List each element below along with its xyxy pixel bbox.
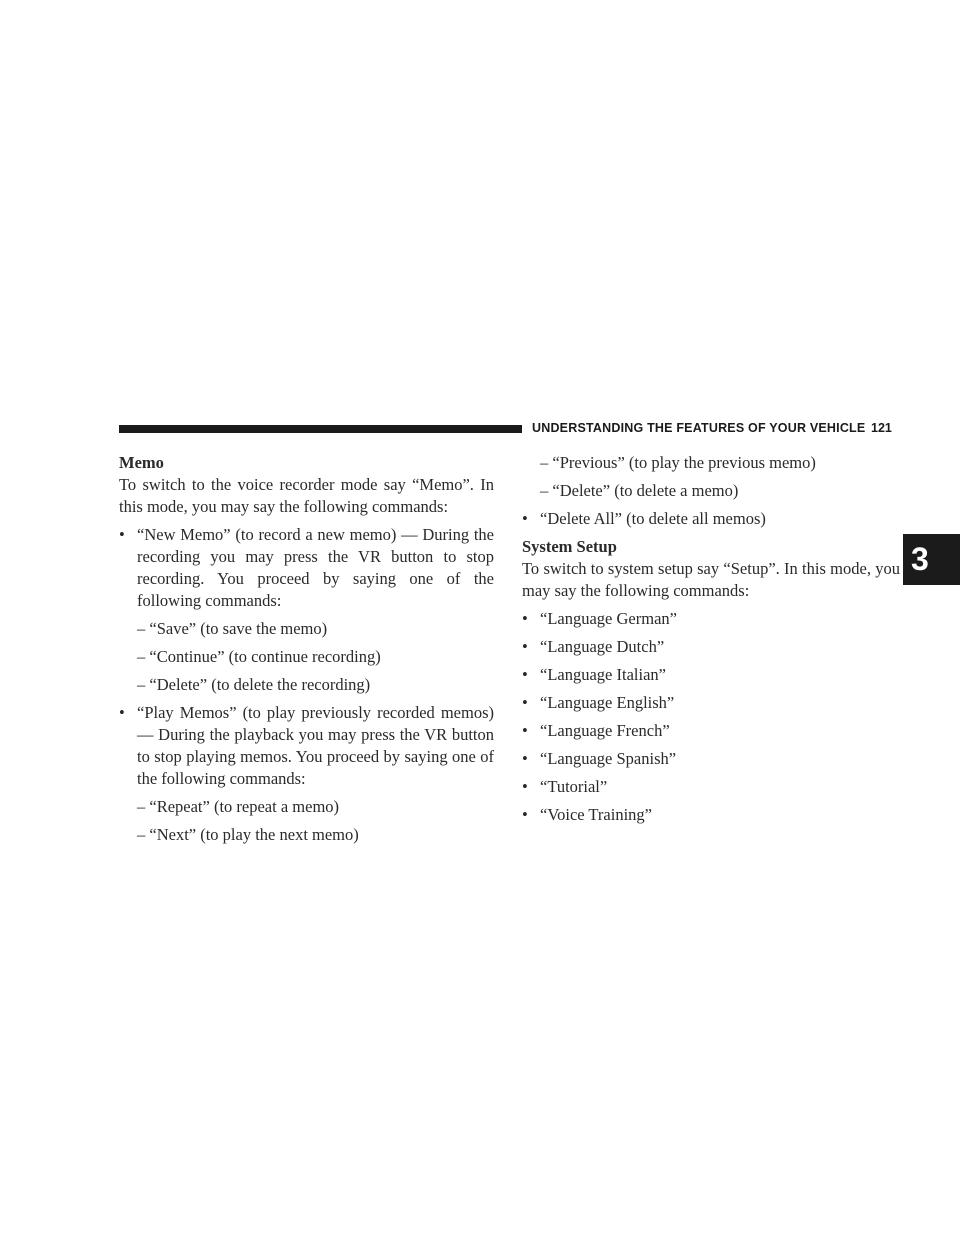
list-item-text: “Language French” bbox=[540, 721, 670, 740]
bullet-dot: • bbox=[522, 509, 528, 528]
memo-intro: To switch to the voice recorder mode say “Memo”. In this mode, you may say the following commands: bbox=[119, 475, 494, 516]
list-item bbox=[522, 636, 900, 658]
chapter-tab: 3 bbox=[903, 534, 960, 585]
bullet-dot: • bbox=[522, 805, 528, 824]
list-item-text: “Language German” bbox=[540, 609, 677, 628]
bullet-new-memo-text: “New Memo” (to record a new memo) — During the recording you may press the VR button to stop recording. You proceed by saying one of the following commands: bbox=[137, 525, 494, 610]
list-item bbox=[522, 776, 900, 798]
bullet-dot: • bbox=[522, 693, 528, 712]
list-item bbox=[522, 608, 900, 630]
bullet-dot: • bbox=[522, 749, 528, 768]
sub-continue: – “Continue” (to continue recording) bbox=[137, 647, 381, 666]
sub-save: – “Save” (to save the memo) bbox=[137, 619, 328, 638]
bullet-dot: • bbox=[119, 703, 125, 722]
list-item-text: “Language English” bbox=[540, 693, 675, 712]
right-column bbox=[522, 452, 900, 826]
bullet-dot: • bbox=[522, 721, 528, 740]
header-title: UNDERSTANDING THE FEATURES OF YOUR VEHICLE bbox=[532, 421, 866, 435]
sub-next: – “Next” (to play the next memo) bbox=[137, 825, 359, 844]
bullet-delete-all bbox=[522, 508, 900, 530]
sub-repeat: – “Repeat” (to repeat a memo) bbox=[137, 797, 340, 816]
memo-heading: Memo bbox=[119, 453, 164, 472]
bullet-dot: • bbox=[522, 637, 528, 656]
bullet-play-memos-text: “Play Memos” (to play previously recorded memos) — During the playback you may press the VR button to stop playing memos. You proceed by saying one of the following commands: bbox=[137, 703, 494, 788]
system-setup-heading: System Setup bbox=[522, 537, 617, 556]
bullet-dot: • bbox=[522, 609, 528, 628]
bullet-delete-all-text: “Delete All” (to delete all memos) bbox=[540, 509, 766, 528]
sub-delete-recording: – “Delete” (to delete the recording) bbox=[137, 675, 371, 694]
bullet-dot: • bbox=[522, 665, 528, 684]
list-item bbox=[522, 664, 900, 686]
bullet-play-memos bbox=[119, 702, 494, 790]
sub-delete-memo: – “Delete” (to delete a memo) bbox=[540, 481, 739, 500]
header-rule bbox=[119, 425, 522, 433]
list-item-text: “Voice Training” bbox=[540, 805, 652, 824]
bullet-dot: • bbox=[119, 525, 125, 544]
list-item bbox=[522, 748, 900, 770]
page-number: 121 bbox=[871, 421, 892, 435]
sub-previous: – “Previous” (to play the previous memo) bbox=[540, 453, 816, 472]
list-item-text: “Language Italian” bbox=[540, 665, 666, 684]
list-item bbox=[522, 720, 900, 742]
list-item-text: “Language Spanish” bbox=[540, 749, 677, 768]
bullet-dot: • bbox=[522, 777, 528, 796]
bullet-new-memo bbox=[119, 524, 494, 612]
system-setup-intro: To switch to system setup say “Setup”. In this mode, you may say the following commands: bbox=[522, 559, 900, 600]
list-item-text: “Language Dutch” bbox=[540, 637, 665, 656]
list-item bbox=[522, 692, 900, 714]
left-column bbox=[119, 452, 494, 846]
list-item bbox=[522, 804, 900, 826]
list-item-text: “Tutorial” bbox=[540, 777, 608, 796]
